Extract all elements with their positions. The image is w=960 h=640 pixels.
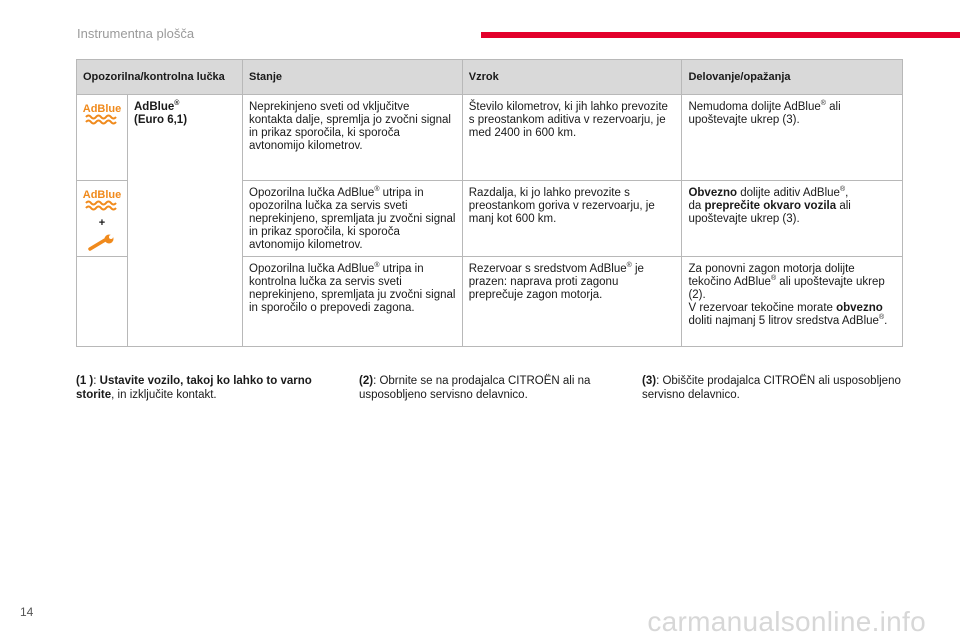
header-accent-bar bbox=[481, 32, 960, 38]
svg-text:AdBlue: AdBlue bbox=[83, 189, 121, 201]
light-name-cell bbox=[128, 95, 243, 347]
footnote-1: (1 ): Ustavite vozilo, takoj ko lahko to varno storite, in izključite kontakt. bbox=[76, 375, 312, 401]
icon-cell bbox=[77, 181, 128, 257]
col-header-action: Delovanje/opažanja bbox=[682, 60, 903, 95]
adblue-icon bbox=[83, 187, 121, 211]
cause-cell: Število kilometrov, ki jih lahko prevozite s preostankom aditiva v rezervoarju, je med 2400 in 600 km. bbox=[462, 95, 682, 181]
cause-cell: Rezervoar s sredstvom AdBlue® je prazen: naprava proti zagonu preprečuje zagon motorja. bbox=[462, 257, 682, 347]
adblue-icon bbox=[83, 101, 121, 125]
svg-text:AdBlue: AdBlue bbox=[83, 103, 121, 115]
wrench-icon bbox=[87, 234, 117, 252]
light-euro-norm: (Euro 6,1) bbox=[134, 114, 188, 126]
light-name: AdBlue bbox=[134, 101, 175, 113]
table-header-row bbox=[77, 60, 903, 95]
state-cell: Opozorilna lučka AdBlue® utripa in opozorilna lučka za servis sveti neprekinjeno, spremljata ju zvočni signal in prikaz sporočila, ki sporoča avtonomijo kilometrov. bbox=[243, 181, 463, 257]
page-number: 14 bbox=[20, 605, 34, 619]
action-cell: Za ponovni zagon motorja dolijte tekočino AdBlue® ali upoštevajte ukrep (2). V rezervoar tekočine morate obvezno doliti najmanj 5 litrov sredstva AdBlue®. bbox=[682, 257, 903, 347]
icon-cell bbox=[77, 95, 128, 181]
col-header-light: Opozorilna/kontrolna lučka bbox=[77, 60, 243, 95]
plus-sign: + bbox=[98, 217, 106, 229]
footnote-2: (2): Obrnite se na prodajalca CITROËN ali na usposobljeno servisno delavnico. bbox=[359, 375, 591, 401]
action-cell: Nemudoma dolijte AdBlue® ali upoštevajte ukrep (3). bbox=[682, 95, 903, 181]
section-title: Instrumentna plošča bbox=[77, 26, 195, 41]
state-cell: Neprekinjeno sveti od vključitve kontakta dalje, spremlja jo zvočni signal in prikaz sporočila, ki sporoča avtonomijo kilometrov. bbox=[243, 95, 463, 181]
col-header-state: Stanje bbox=[243, 60, 463, 95]
warning-lights-table bbox=[76, 59, 903, 347]
table-row bbox=[77, 95, 903, 181]
registered-mark: ® bbox=[174, 100, 180, 108]
footnote-3: (3): Obiščite prodajalca CITROËN ali usposobljeno servisno delavnico. bbox=[642, 375, 901, 401]
col-header-cause: Vzrok bbox=[462, 60, 682, 95]
state-cell: Opozorilna lučka AdBlue® utripa in kontrolna lučka za servis sveti neprekinjeno, spremljata ju zvočni signal in sporočilo o prepovedi zagona. bbox=[243, 257, 463, 347]
watermark: carmanualsonline.info bbox=[647, 606, 926, 637]
cause-cell: Razdalja, ki jo lahko prevozite s preostankom goriva v rezervoarju, je manj kot 600 km. bbox=[462, 181, 682, 257]
action-cell: Obvezno dolijte aditiv AdBlue®, da preprečite okvaro vozila ali upoštevajte ukrep (3). bbox=[682, 181, 903, 257]
icon-cell-empty bbox=[77, 257, 128, 347]
